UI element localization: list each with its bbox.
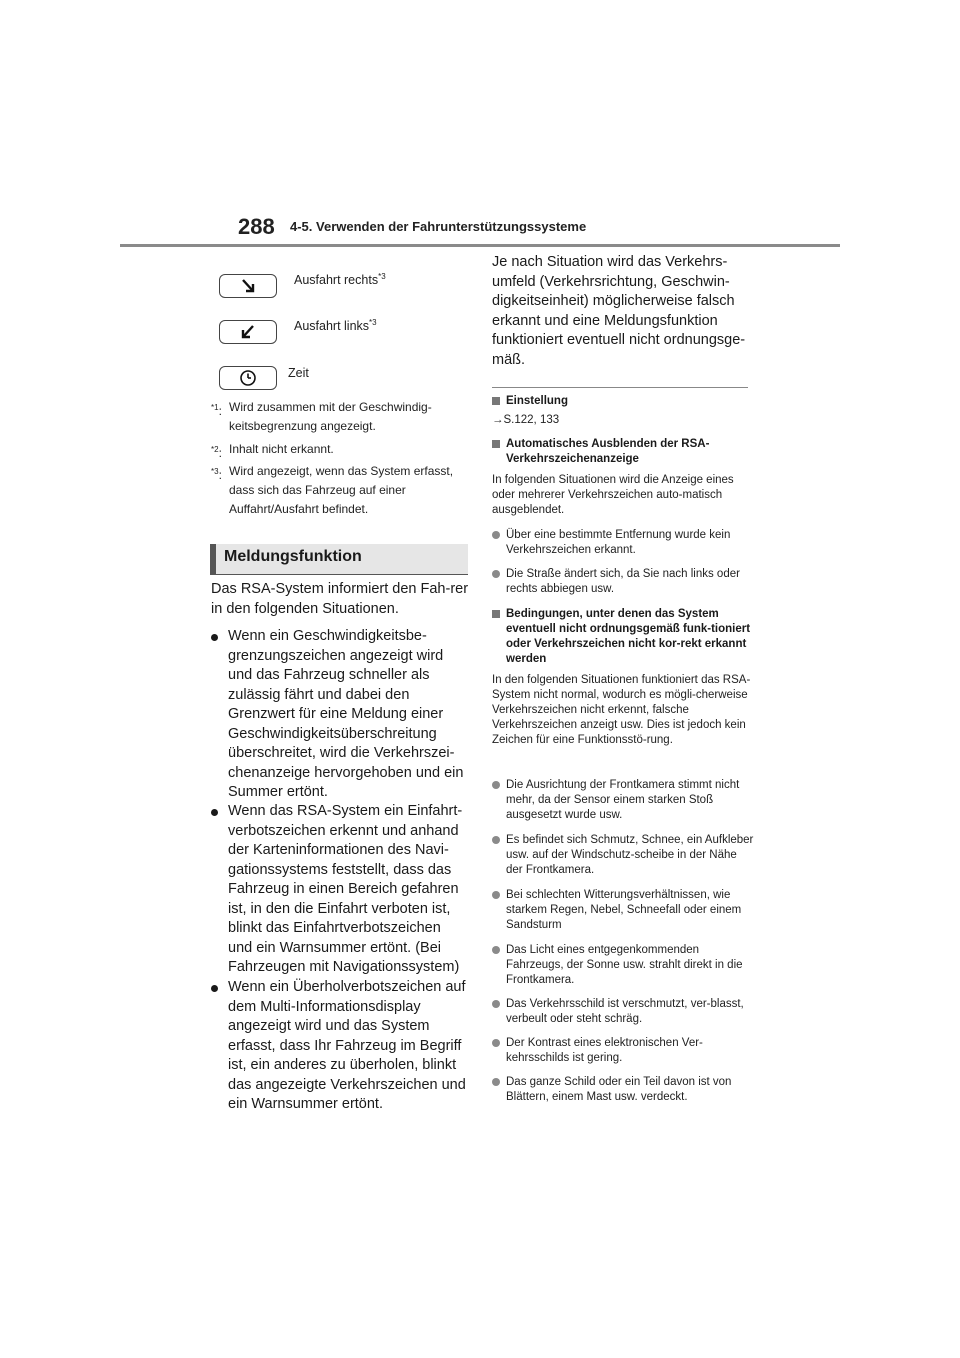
bullet-icon: [492, 781, 500, 789]
subheading-einstellung: Einstellung: [492, 394, 754, 409]
list-item: Die Ausrichtung der Frontkamera stimmt nicht mehr, da der Sensor einem starken Stoß ausgesetzt wurde usw.: [492, 778, 754, 823]
subheading-auto-hide: Automatisches Ausblenden der RSA-Verkehrszeichenanzeige: [492, 437, 754, 467]
bullet-icon: [211, 634, 218, 641]
icon-label-time: Zeit: [288, 366, 309, 380]
arrow-down-left-icon: [238, 324, 258, 340]
list-item: Das ganze Schild oder ein Teil davon ist von Blättern, einem Mast usw. verdeckt.: [492, 1075, 754, 1105]
footnote-3: $^{*3}$: Wird angezeigt, wenn das System erfasst, dass sich das Fahrzeug auf einer Auffahrt/Ausfahrt befindet.: [211, 464, 454, 516]
list-item: Der Kontrast eines elektronischen Ver-kehrsschilds ist gering.: [492, 1036, 754, 1066]
square-bullet-icon: [492, 610, 500, 618]
page-number: 288: [238, 214, 275, 239]
bullet-icon: [211, 809, 218, 816]
clock-icon: [239, 369, 257, 387]
conditions-text: In den folgenden Situationen funktioniert das RSA-System nicht normal, wodurch es mögli-cherweise Verkehrszeichen nicht erkennt, falsche Verkehrszeichen anzeigt usw. Dies ist jedoch kein Zeichen für eine Funktionsstö-rung.: [492, 674, 751, 746]
list-item: Das Licht eines entgegenkommenden Fahrzeugs, der Sonne usw. strahlt direkt in die Frontkamera.: [492, 943, 754, 988]
bullet-icon: [211, 985, 218, 992]
bullet-icon: [492, 1078, 500, 1086]
header-rule: [120, 244, 840, 247]
exit-left-icon-box: [219, 320, 277, 344]
footnote-2: $^{*2}$: Inhalt nicht erkannt.: [211, 442, 334, 460]
bullet-icon: [492, 891, 500, 899]
bullet-icon: [492, 531, 500, 539]
section-title: 4-5. Verwenden der Fahrunterstützungssysteme: [290, 219, 587, 234]
list-item: Über eine bestimmte Entfernung wurde kein Verkehrszeichen erkannt.: [492, 528, 754, 558]
list-item: Wenn das RSA-System ein Einfahrt-verbotszeichen erkennt und anhand der Karteninformationen des Navi-gationssystems feststellt, dass das Fahrzeug in einen Bereich gefahren ist, in den die Einfahrt verboten ist, blinkt das Einfahrtverbotszeichen und ein Warnsummer ertönt. (Bei Fahrzeugen mit Navigationssystem): [211, 802, 467, 978]
bullet-icon: [492, 570, 500, 578]
list-item: Wenn ein Geschwindigkeitsbe-grenzungszeichen angezeigt wird und das Fahrzeug schneller als zulässig fährt und dabei den Grenzwert für eine Meldung einer Geschwindigkeitsüberschreitung überschreitet, wird die Verkehrszei-chenanzeige hervorgehoben und ein Summer ertönt.: [211, 627, 467, 803]
list-item: Es befindet sich Schmutz, Schnee, ein Aufkleber usw. auf der Windschutz-scheibe in der Nähe der Frontkamera.: [492, 833, 754, 878]
list-item: Das Verkehrsschild ist verschmutzt, ver-blasst, verbeult oder steht schräg.: [492, 997, 754, 1027]
arrow-down-right-icon: [238, 278, 258, 294]
auto-hide-text: In folgenden Situationen wird die Anzeige eines oder mehrerer Verkehrszeichen auto-matisch ausgeblendet.: [492, 474, 734, 516]
list-item: Bei schlechten Witterungsverhältnissen, wie starkem Regen, Nebel, Schneefall oder einem Sandsturm: [492, 888, 754, 933]
icon-label-exit-left: Ausfahrt links$^{*3}$: [294, 318, 377, 334]
bullet-icon: [492, 836, 500, 844]
bullet-icon: [492, 946, 500, 954]
right-intro: Je nach Situation wird das Verkehrs-umfeld (Verkehrsrichtung, Geschwin-digkeitseinheit) möglicherweise falsch erkannt und eine Meldungsfunktion funktioniert eventuell nicht ordnungsge-mäß.: [492, 254, 746, 368]
square-bullet-icon: [492, 397, 500, 405]
footnote-1: $^{*1}$: Wird zusammen mit der Geschwindig-keitsbegrenzung angezeigt.: [211, 400, 432, 433]
square-bullet-icon: [492, 440, 500, 448]
icon-label-exit-right: Ausfahrt rechts$^{*3}$: [294, 272, 386, 288]
list-item: Wenn ein Überholverbotszeichen auf dem Multi-Informationsdisplay angezeigt wird und das System erfasst, dass Ihr Fahrzeug im Begriff ist, ein anderes zu überholen, blinkt das angezeigte Verkehrszeichen und ein Warnsummer ertönt.: [211, 978, 467, 1115]
list-item: Die Straße ändert sich, da Sie nach links oder rechts abbiegen usw.: [492, 567, 754, 597]
bullet-icon: [492, 1039, 500, 1047]
bullet-icon: [492, 1000, 500, 1008]
section-heading-title: Meldungsfunktion: [224, 548, 362, 565]
section-heading: [210, 544, 468, 575]
divider: [492, 387, 748, 388]
subheading-conditions: Bedingungen, unter denen das System eventuell nicht ordnungsgemäß funk-tioniert oder Verkehrszeichen nicht kor-rekt erkannt werden: [492, 607, 754, 667]
page-reference: →S.122, 133: [492, 414, 560, 426]
time-icon-box: [219, 366, 277, 390]
exit-right-icon-box: [219, 274, 277, 298]
meldung-intro: Das RSA-System informiert den Fah-rer in den folgenden Situationen.: [211, 581, 469, 617]
